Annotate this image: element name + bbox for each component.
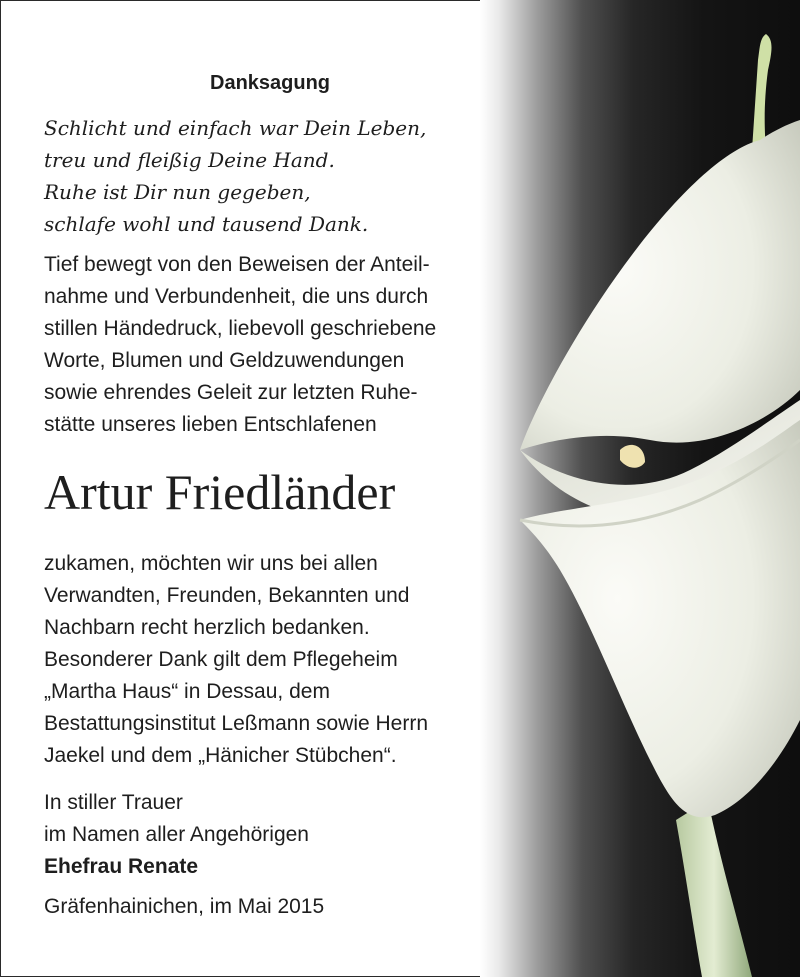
intro-line: stätte unseres lieben Entschlafenen [44, 413, 377, 436]
intro-paragraph [44, 249, 436, 441]
poem-line: schlafe wohl und tausend Dank. [44, 212, 369, 236]
intro-line: Tief bewegt von den Beweisen der Anteil- [44, 253, 430, 276]
intro-line: Worte, Blumen und Geldzuwendungen [44, 349, 405, 372]
calla-lily-photo [480, 0, 800, 977]
poem-line: Schlicht und einfach war Dein Leben, [44, 116, 427, 140]
calla-lily-icon [480, 0, 800, 977]
intro-line: nahme und Verbundenheit, die uns durch [44, 285, 429, 308]
thanks-line: Besonderer Dank gilt dem Pflegeheim [44, 648, 398, 671]
thanks-line: Nachbarn recht herzlich bedanken. [44, 616, 370, 639]
poem-line: Ruhe ist Dir nun gegeben, [44, 180, 311, 204]
thanks-paragraph [44, 548, 428, 772]
signature-line: In stiller Trauer [44, 791, 183, 814]
poem-line: treu und fleißig Deine Hand. [44, 148, 335, 172]
poem [44, 112, 426, 240]
thanks-line: Verwandten, Freunden, Bekannten und [44, 584, 410, 607]
thanks-line: Jaekel und dem „Hänicher Stübchen“. [44, 744, 397, 767]
thanks-line: Bestattungsinstitut Leßmann sowie Herrn [44, 712, 429, 735]
thanks-line: „Martha Haus“ in Dessau, dem [44, 680, 330, 703]
signature-block [44, 787, 309, 883]
intro-line: stillen Händedruck, liebevoll geschriebene [44, 317, 437, 340]
notice-heading: Danksagung [210, 72, 331, 94]
deceased-name: Artur Friedländer [44, 464, 396, 520]
intro-line: sowie ehrendes Geleit zur letzten Ruhe- [44, 381, 418, 404]
thanks-line: zukamen, möchten wir uns bei allen [44, 552, 378, 575]
place-date: Gräfenhainichen, im Mai 2015 [44, 895, 325, 918]
signature-line: im Namen aller Angehörigen [44, 823, 309, 846]
signature-name: Ehefrau Renate [44, 855, 199, 878]
